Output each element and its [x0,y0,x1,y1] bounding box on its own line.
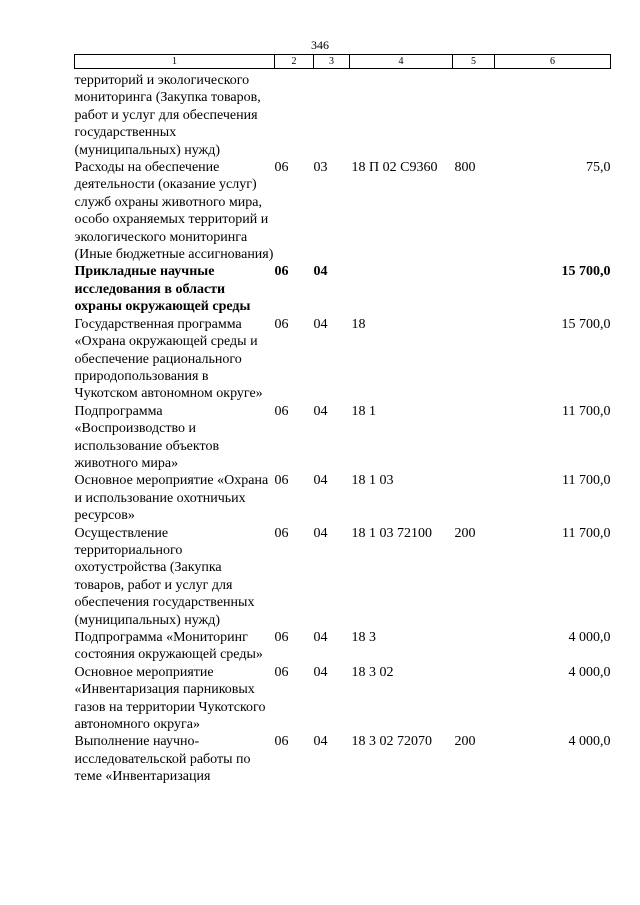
row-section: 06 [274,160,289,176]
table-row [75,69,611,160]
column-header-5: 5 [453,55,495,69]
column-header-1: 1 [75,55,275,69]
row-section: 06 [274,316,289,332]
row-amount: 4 000,0 [568,630,611,645]
table-header-row [75,55,611,69]
row-amount: 11 700,0 [562,473,611,489]
table-row [75,525,611,629]
row-subsection: 04 [313,473,328,489]
row-type [453,664,495,734]
row-type [453,629,495,664]
row-target: 18 3 [351,630,376,645]
row-subsection: 03 [313,160,328,176]
row-amount: 4 000,0 [568,664,611,680]
row-type [453,263,495,315]
row-name: Прикладные научные исследования в области охраны окружающей среды [74,264,251,315]
row-subsection: 04 [313,664,328,680]
table-row [75,733,611,785]
row-subsection: 04 [313,734,328,750]
row-target: 18 П 02 С9360 [351,160,438,176]
column-header-3: 3 [314,55,350,69]
row-section: 06 [274,734,289,750]
row-section: 06 [274,264,289,280]
row-name: Основное мероприятие «Инвентаризация парниковых газов на территории Чукотского автономного округа» [74,664,266,733]
row-amount [495,69,611,160]
row-subsection: 04 [313,525,328,541]
row-target: 18 1 03 [351,473,394,489]
row-subsection [314,69,350,160]
page-number: 346 [311,38,329,52]
row-amount: 75,0 [586,160,611,176]
row-subsection: 04 [313,403,328,419]
row-name: Осуществление территориального охотустройства (Закупка товаров, работ и услуг для обеспечения государственных (муниципальных) нужд) [74,525,255,628]
column-header-2: 2 [275,55,314,69]
row-amount: 15 700,0 [561,264,611,280]
table-row [75,403,611,473]
row-name: Подпрограмма «Воспроизводство и использование объектов животного мира» [74,403,220,471]
row-amount: 11 700,0 [562,403,611,419]
row-target [350,69,453,160]
column-header-6: 6 [495,55,611,69]
row-target: 18 1 [351,403,376,419]
row-section: 06 [274,403,289,419]
table-row [75,472,611,524]
row-type: 200 [454,525,476,541]
row-name: Подпрограмма «Мониторинг состояния окружающей среды» [74,630,263,663]
row-type [453,472,495,524]
row-target [350,263,453,315]
row-amount: 4 000,0 [568,734,611,750]
row-section: 06 [274,473,289,489]
row-amount: 15 700,0 [561,316,611,332]
row-section: 06 [274,630,289,645]
row-section: 06 [274,664,289,680]
row-name: Государственная программа «Охрана окружающей среды и обеспечение рационального природопользования в Чукотском автономном округе» [74,316,263,402]
table-row [75,316,611,403]
row-section: 06 [274,525,289,541]
row-name: Выполнение научно-исследовательской работы по теме «Инвентаризация [74,734,251,785]
table-row [75,159,611,263]
row-type [453,69,495,160]
row-name: Основное мероприятие «Охрана и использование охотничьих ресурсов» [74,473,269,524]
row-target: 18 3 02 [351,664,394,680]
budget-table [74,54,611,786]
row-target: 18 [351,316,366,332]
row-type: 200 [454,734,476,750]
row-type [453,403,495,473]
row-subsection: 04 [313,630,328,645]
row-amount: 11 700,0 [562,525,611,541]
row-subsection: 04 [313,264,328,280]
table-row [75,664,611,734]
row-section [275,69,314,160]
table-row [75,263,611,315]
row-target: 18 3 02 72070 [351,734,432,750]
row-name: территорий и экологического мониторинга (Закупка товаров, работ и услуг для обеспечения государственных (муниципальных) нужд) [74,73,261,158]
row-type [453,316,495,403]
row-subsection: 04 [313,316,328,332]
row-type: 800 [454,160,476,176]
row-name: Расходы на обеспечение деятельности (оказание услуг) служб охраны животного мира, особо охраняемых территорий и экологического мониторинга (Иные бюджетные ассигнования) [74,160,274,263]
row-target: 18 1 03 72100 [351,525,432,541]
column-header-4: 4 [350,55,453,69]
table-row [75,629,611,664]
